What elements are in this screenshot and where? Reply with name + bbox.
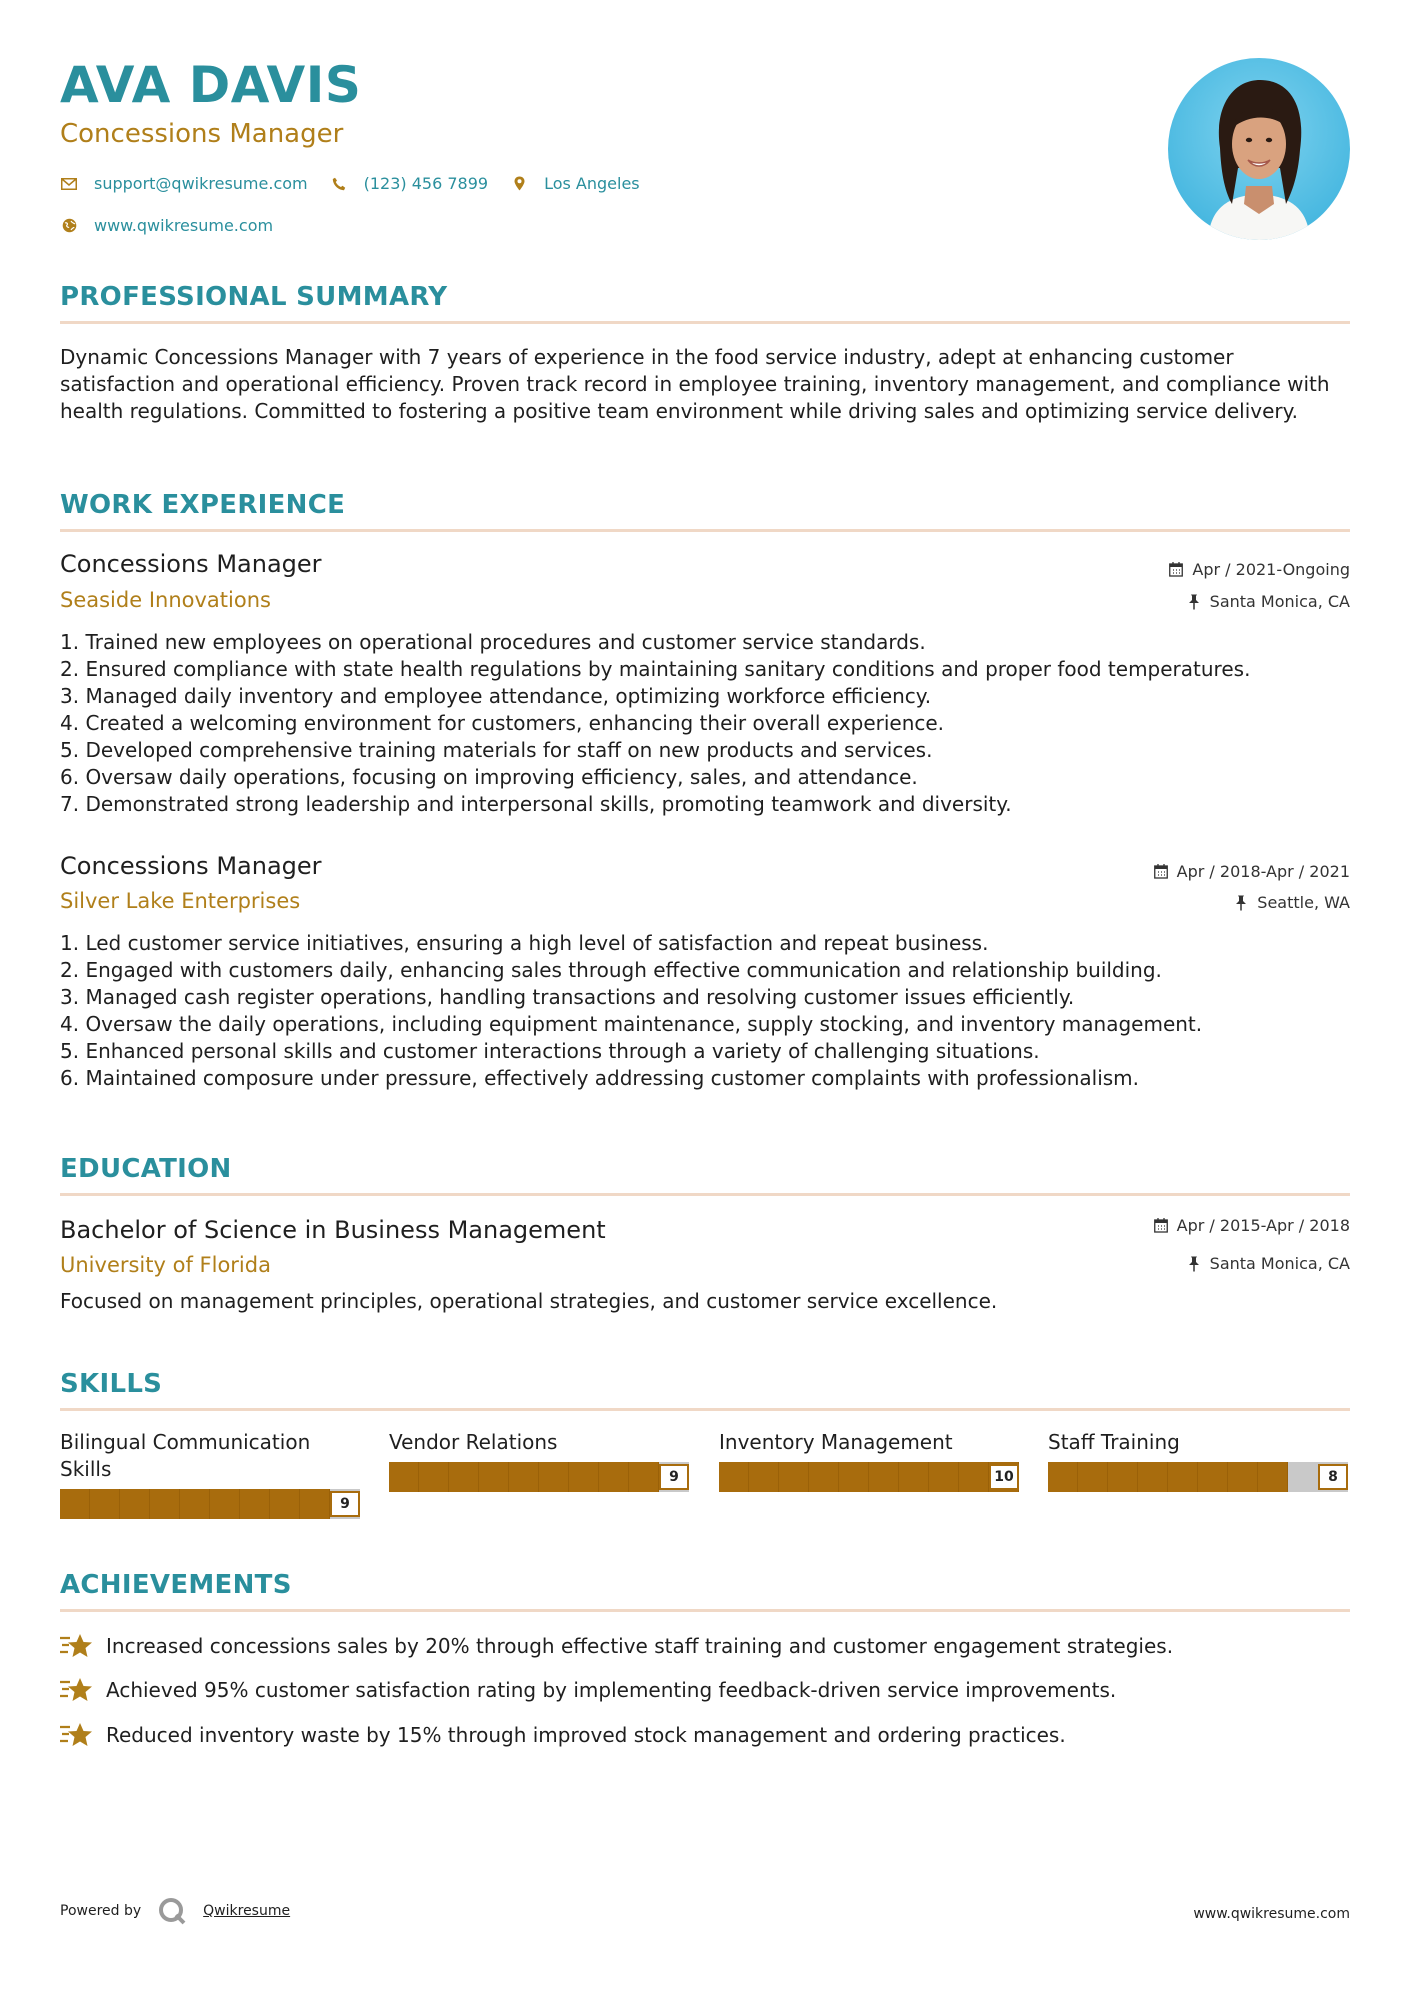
pushpin-icon bbox=[1186, 594, 1202, 610]
skill-name: Bilingual Communication Skills bbox=[60, 1430, 311, 1481]
job-title: Concessions Manager bbox=[60, 852, 322, 880]
skill-fill bbox=[389, 1462, 659, 1492]
skill-name: Inventory Management bbox=[719, 1430, 953, 1454]
envelope-icon bbox=[60, 175, 78, 193]
skill-segment bbox=[539, 1462, 569, 1492]
skill-segment bbox=[1198, 1462, 1228, 1492]
skill-segment bbox=[509, 1462, 539, 1492]
star-icon bbox=[60, 1721, 94, 1749]
education-dates bbox=[1153, 1216, 1350, 1235]
candidate-title: Concessions Manager bbox=[60, 119, 344, 149]
skill-level-badge: 9 bbox=[330, 1491, 360, 1517]
map-pin-icon bbox=[510, 175, 528, 193]
skill-segment bbox=[300, 1489, 330, 1519]
achievement-item bbox=[60, 1721, 1066, 1749]
skill-segment bbox=[749, 1462, 779, 1492]
list-item: 4. Created a welcoming environment for customers, enhancing their overall experience. bbox=[60, 711, 945, 735]
calendar-icon bbox=[1168, 562, 1184, 578]
star-icon bbox=[60, 1632, 94, 1660]
skill-segment bbox=[240, 1489, 270, 1519]
section-title-education: EDUCATION bbox=[60, 1154, 232, 1184]
list-item: 4. Oversaw the daily operations, including equipment maintenance, supply stocking, and inventory management. bbox=[60, 1012, 1203, 1036]
email-item[interactable] bbox=[60, 174, 308, 193]
skill-segment bbox=[569, 1462, 599, 1492]
location-item bbox=[510, 174, 640, 193]
skill-segment bbox=[809, 1462, 839, 1492]
section-divider bbox=[60, 529, 1350, 532]
skill-segment bbox=[629, 1462, 659, 1492]
summary-text: Dynamic Concessions Manager with 7 years of experience in the food service industry, adept at enhancing customer satisfaction and operational efficiency. Proven track record in employee training, inventory management, and compliance with health regulations. Committed to fostering a positive team environment while driving sales and optimizing service delivery. bbox=[60, 345, 1330, 423]
achievement-text: Achieved 95% customer satisfaction rating by implementing feedback-driven service improvements. bbox=[106, 1678, 1117, 1702]
skill-level-badge: 8 bbox=[1318, 1464, 1348, 1490]
skill-segment bbox=[60, 1489, 90, 1519]
list-item: 6. Maintained composure under pressure, effectively addressing customer complaints with professionalism. bbox=[60, 1066, 1140, 1090]
job-bullets bbox=[60, 930, 1360, 1092]
footer-powered-by bbox=[60, 1896, 290, 1926]
list-item: 1. Trained new employees on operational procedures and customer service standards. bbox=[60, 630, 926, 654]
skill-item bbox=[389, 1429, 689, 1492]
skill-fill bbox=[60, 1489, 330, 1519]
job-title: Concessions Manager bbox=[60, 550, 322, 578]
skill-segment bbox=[929, 1462, 959, 1492]
skill-name: Vendor Relations bbox=[389, 1430, 558, 1454]
section-title-experience: WORK EXPERIENCE bbox=[60, 490, 346, 520]
degree-title: Bachelor of Science in Business Management bbox=[60, 1216, 606, 1244]
skill-segment bbox=[270, 1489, 300, 1519]
education-location bbox=[1186, 1254, 1350, 1273]
skill-track bbox=[1048, 1462, 1348, 1492]
skill-fill bbox=[719, 1462, 1019, 1492]
skill-segment bbox=[839, 1462, 869, 1492]
website-text[interactable]: www.qwikresume.com bbox=[94, 216, 274, 235]
skill-segment bbox=[479, 1462, 509, 1492]
star-icon bbox=[60, 1676, 94, 1704]
skill-name: Staff Training bbox=[1048, 1430, 1180, 1454]
skill-bar bbox=[60, 1489, 360, 1519]
skill-segment bbox=[1258, 1462, 1288, 1492]
section-divider bbox=[60, 1609, 1350, 1612]
skill-segment bbox=[210, 1489, 240, 1519]
achievement-text: Reduced inventory waste by 15% through improved stock management and ordering practices. bbox=[106, 1723, 1066, 1747]
achievement-item bbox=[60, 1632, 1173, 1660]
footer-website[interactable]: www.qwikresume.com bbox=[1193, 1906, 1350, 1922]
section-title-summary: PROFESSIONAL SUMMARY bbox=[60, 282, 448, 312]
skill-segment bbox=[419, 1462, 449, 1492]
skill-segment bbox=[599, 1462, 629, 1492]
achievement-item bbox=[60, 1676, 1116, 1704]
email-text[interactable]: support@qwikresume.com bbox=[94, 174, 308, 193]
job-location-text: Seattle, WA bbox=[1257, 893, 1350, 912]
list-item: 5. Enhanced personal skills and customer interactions through a variety of challenging situations. bbox=[60, 1039, 1040, 1063]
pushpin-icon bbox=[1186, 1256, 1202, 1272]
list-item: 1. Led customer service initiatives, ensuring a high level of satisfaction and repeat business. bbox=[60, 931, 989, 955]
skill-bar bbox=[719, 1462, 1019, 1492]
list-item: 2. Engaged with customers daily, enhancing sales through effective communication and relationship building. bbox=[60, 958, 1162, 982]
brand-link[interactable]: Qwikresume bbox=[203, 1903, 291, 1919]
company-name: Seaside Innovations bbox=[60, 588, 271, 612]
skill-level-badge: 10 bbox=[989, 1464, 1019, 1490]
phone-text[interactable]: (123) 456 7899 bbox=[363, 174, 489, 193]
skill-segment bbox=[1108, 1462, 1138, 1492]
education-dates-text: Apr / 2015-Apr / 2018 bbox=[1176, 1216, 1350, 1235]
list-item: 5. Developed comprehensive training materials for staff on new products and services. bbox=[60, 738, 933, 762]
globe-icon bbox=[60, 217, 78, 235]
list-item: 3. Managed cash register operations, handling transactions and resolving customer issues efficiently. bbox=[60, 985, 1075, 1009]
skill-segment bbox=[180, 1489, 210, 1519]
skill-segment bbox=[1168, 1462, 1198, 1492]
skill-bar bbox=[389, 1462, 689, 1492]
skill-item bbox=[60, 1429, 360, 1519]
job-dates-text: Apr / 2018-Apr / 2021 bbox=[1176, 862, 1350, 881]
job-location bbox=[1233, 893, 1350, 912]
skill-segment bbox=[120, 1489, 150, 1519]
skill-track bbox=[719, 1462, 1019, 1492]
job-location bbox=[1186, 592, 1350, 611]
section-title-achievements: ACHIEVEMENTS bbox=[60, 1570, 292, 1600]
skill-segment bbox=[719, 1462, 749, 1492]
job-dates-text: Apr / 2021-Ongoing bbox=[1192, 560, 1350, 579]
pushpin-icon bbox=[1233, 895, 1249, 911]
qwikresume-logo-icon bbox=[157, 1896, 187, 1926]
website-item[interactable] bbox=[60, 216, 273, 235]
section-divider bbox=[60, 1193, 1350, 1196]
achievement-text: Increased concessions sales by 20% through effective staff training and customer engagement strategies. bbox=[106, 1634, 1174, 1658]
section-divider bbox=[60, 321, 1350, 324]
section-divider bbox=[60, 1408, 1350, 1411]
contact-row bbox=[60, 174, 662, 193]
skill-item bbox=[719, 1429, 1019, 1492]
profile-photo bbox=[1168, 58, 1350, 240]
job-dates bbox=[1153, 862, 1350, 881]
skill-track bbox=[60, 1489, 360, 1519]
location-text: Los Angeles bbox=[544, 174, 640, 193]
skill-segment bbox=[869, 1462, 899, 1492]
skill-segment bbox=[899, 1462, 929, 1492]
skill-segment bbox=[1228, 1462, 1258, 1492]
list-item: 6. Oversaw daily operations, focusing on improving efficiency, sales, and attendance. bbox=[60, 765, 918, 789]
list-item: 2. Ensured compliance with state health regulations by maintaining sanitary conditions and proper food temperatures. bbox=[60, 657, 1251, 681]
list-item: 7. Demonstrated strong leadership and interpersonal skills, promoting teamwork and diversity. bbox=[60, 792, 1012, 816]
calendar-icon bbox=[1153, 864, 1169, 880]
job-bullets bbox=[60, 629, 1360, 818]
skill-segment bbox=[389, 1462, 419, 1492]
section-title-skills: SKILLS bbox=[60, 1369, 163, 1399]
skill-segment bbox=[1138, 1462, 1168, 1492]
powered-by-label: Powered by bbox=[60, 1903, 142, 1919]
education-description: Focused on management principles, operational strategies, and customer service excellence. bbox=[60, 1289, 998, 1313]
website-row bbox=[60, 216, 295, 235]
education-location-text: Santa Monica, CA bbox=[1209, 1254, 1350, 1273]
skill-segment bbox=[449, 1462, 479, 1492]
skill-segment bbox=[1078, 1462, 1108, 1492]
skill-track bbox=[389, 1462, 689, 1492]
calendar-icon bbox=[1153, 1218, 1169, 1234]
phone-icon bbox=[330, 175, 348, 193]
skill-segment bbox=[1048, 1462, 1078, 1492]
skill-segment bbox=[779, 1462, 809, 1492]
skill-segment bbox=[959, 1462, 989, 1492]
list-item: 3. Managed daily inventory and employee attendance, optimizing workforce efficiency. bbox=[60, 684, 932, 708]
job-location-text: Santa Monica, CA bbox=[1209, 592, 1350, 611]
skill-item bbox=[1048, 1429, 1348, 1492]
skill-fill bbox=[1048, 1462, 1288, 1492]
skill-bar bbox=[1048, 1462, 1348, 1492]
skill-level-badge: 9 bbox=[659, 1464, 689, 1490]
company-name: Silver Lake Enterprises bbox=[60, 889, 301, 913]
skill-segment bbox=[150, 1489, 180, 1519]
job-dates bbox=[1168, 560, 1350, 579]
candidate-name: AVA DAVIS bbox=[60, 56, 362, 114]
skill-segment bbox=[90, 1489, 120, 1519]
school-name: University of Florida bbox=[60, 1253, 271, 1277]
phone-item[interactable] bbox=[330, 174, 488, 193]
